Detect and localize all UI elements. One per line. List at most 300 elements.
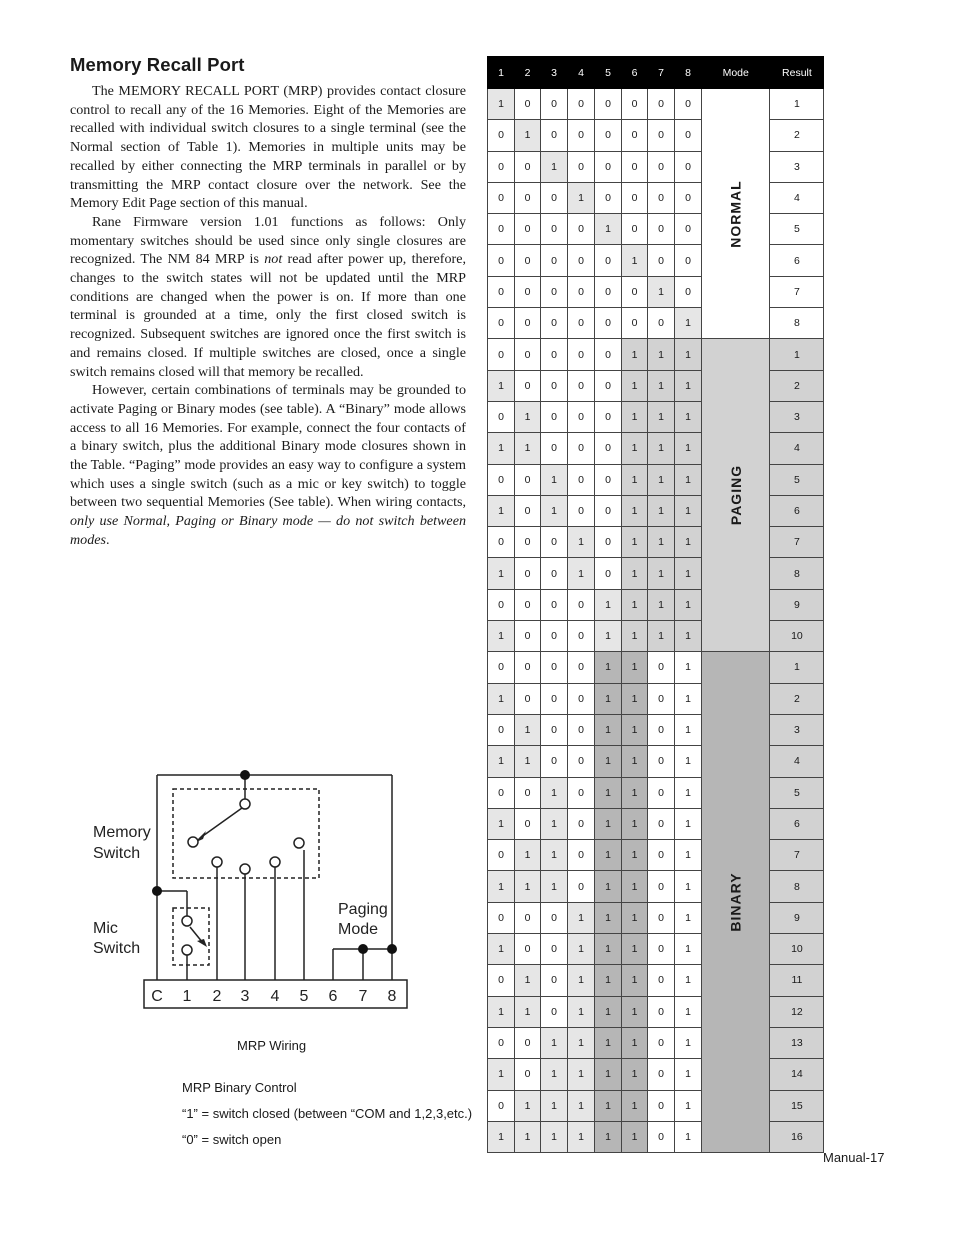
table-cell: 1: [622, 840, 648, 871]
table-cell: 0: [488, 120, 515, 151]
table-cell: 1: [675, 621, 702, 652]
table-cell: 1: [541, 777, 568, 808]
table-row: [488, 683, 824, 714]
table-cell: 0: [648, 871, 675, 902]
table-cell: 0: [488, 965, 515, 996]
result-cell: 14: [770, 1059, 824, 1090]
table-cell: 1: [675, 339, 702, 370]
table-cell: 0: [648, 840, 675, 871]
table-cell: 0: [488, 527, 515, 558]
table-cell: 0: [648, 151, 675, 182]
table-row: [488, 276, 824, 307]
table-cell: 1: [541, 151, 568, 182]
table-cell: 0: [541, 182, 568, 213]
result-cell: 8: [770, 558, 824, 589]
table-cell: 1: [675, 464, 702, 495]
table-cell: 0: [648, 308, 675, 339]
table-cell: 0: [595, 558, 622, 589]
mode-cell: [702, 339, 770, 652]
table-cell: 1: [622, 245, 648, 276]
table-cell: 0: [568, 652, 595, 683]
table-cell: 0: [488, 182, 515, 213]
table-cell: 1: [622, 1059, 648, 1090]
table-cell: 1: [622, 433, 648, 464]
result-cell: 9: [770, 589, 824, 620]
result-cell: 9: [770, 902, 824, 933]
table-row: [488, 652, 824, 683]
paragraph-text: .: [106, 531, 110, 548]
terminal-label: 3: [240, 988, 250, 1005]
table-cell: 1: [622, 339, 648, 370]
table-cell: 1: [675, 558, 702, 589]
table-cell: 0: [595, 527, 622, 558]
mode-cell: [702, 652, 770, 1153]
table-cell: 1: [595, 652, 622, 683]
table-cell: 0: [515, 182, 541, 213]
result-cell: 8: [770, 308, 824, 339]
table-row: [488, 89, 824, 120]
table-cell: 0: [541, 276, 568, 307]
table-cell: 0: [648, 714, 675, 745]
table-cell: 0: [541, 339, 568, 370]
table-cell: 0: [648, 120, 675, 151]
table-header-cell: 6: [622, 57, 648, 89]
table-cell: 0: [595, 339, 622, 370]
table-cell: 1: [675, 902, 702, 933]
result-cell: 2: [770, 120, 824, 151]
wiring-svg: [90, 765, 420, 1025]
table-cell: 0: [595, 464, 622, 495]
table-cell: 1: [568, 902, 595, 933]
result-cell: 6: [770, 808, 824, 839]
table-cell: 0: [568, 589, 595, 620]
result-cell: 12: [770, 996, 824, 1027]
table-cell: 1: [568, 1059, 595, 1090]
table-cell: 1: [675, 589, 702, 620]
table-cell: 1: [622, 1090, 648, 1121]
table-cell: 1: [488, 1059, 515, 1090]
table-cell: 0: [648, 1027, 675, 1058]
table-cell: 0: [648, 1059, 675, 1090]
table-cell: 0: [595, 151, 622, 182]
table-cell: 0: [675, 151, 702, 182]
result-cell: 3: [770, 151, 824, 182]
table-cell: 0: [515, 934, 541, 965]
table-cell: 1: [568, 182, 595, 213]
table-cell: 0: [488, 714, 515, 745]
table-cell: 0: [675, 214, 702, 245]
table-cell: 0: [515, 308, 541, 339]
table-cell: 0: [648, 182, 675, 213]
table-cell: 1: [488, 370, 515, 401]
table-row: [488, 965, 824, 996]
terminal-label: C: [151, 988, 163, 1005]
table-cell: 0: [622, 89, 648, 120]
mrp-table-container: [487, 56, 824, 1153]
table-cell: 1: [648, 621, 675, 652]
table-row: [488, 714, 824, 745]
table-row: [488, 120, 824, 151]
table-cell: 1: [622, 808, 648, 839]
mrp-wiring-diagram: [90, 765, 420, 1030]
terminal-label: 7: [358, 988, 368, 1005]
table-row: [488, 871, 824, 902]
table-row: [488, 902, 824, 933]
table-cell: 1: [541, 464, 568, 495]
table-header-cell: 1: [488, 57, 515, 89]
result-cell: 1: [770, 339, 824, 370]
table-cell: 0: [541, 245, 568, 276]
table-cell: 1: [622, 965, 648, 996]
table-row: [488, 433, 824, 464]
table-row: [488, 495, 824, 526]
table-cell: 0: [622, 151, 648, 182]
table-cell: 1: [595, 965, 622, 996]
result-cell: 7: [770, 527, 824, 558]
table-cell: 1: [648, 433, 675, 464]
table-cell: 0: [515, 464, 541, 495]
result-cell: 4: [770, 433, 824, 464]
table-body: [488, 89, 824, 1153]
body-text: [70, 82, 466, 550]
table-cell: 0: [648, 777, 675, 808]
table-cell: 1: [648, 339, 675, 370]
table-cell: 0: [622, 276, 648, 307]
table-cell: 0: [515, 652, 541, 683]
table-cell: 0: [488, 151, 515, 182]
body-paragraph: [70, 213, 466, 381]
table-row: [488, 464, 824, 495]
table-header-row: [488, 57, 824, 89]
table-cell: 1: [648, 527, 675, 558]
table-cell: 1: [488, 746, 515, 777]
table-cell: 1: [595, 1090, 622, 1121]
table-cell: 0: [568, 151, 595, 182]
table-cell: 1: [622, 621, 648, 652]
table-cell: 0: [488, 214, 515, 245]
table-row: [488, 339, 824, 370]
table-header-cell: 5: [595, 57, 622, 89]
table-cell: 1: [675, 1027, 702, 1058]
table-cell: 1: [675, 495, 702, 526]
table-cell: 0: [541, 401, 568, 432]
result-cell: 5: [770, 214, 824, 245]
table-cell: 1: [622, 558, 648, 589]
table-cell: 0: [622, 120, 648, 151]
table-cell: 0: [568, 871, 595, 902]
result-cell: 3: [770, 714, 824, 745]
table-cell: 1: [622, 714, 648, 745]
table-cell: 0: [568, 433, 595, 464]
table-cell: 1: [515, 996, 541, 1027]
table-row: [488, 1121, 824, 1152]
table-cell: 1: [675, 871, 702, 902]
table-cell: 0: [675, 120, 702, 151]
table-cell: 0: [568, 308, 595, 339]
table-row: [488, 808, 824, 839]
table-cell: 0: [568, 401, 595, 432]
table-cell: 1: [515, 1090, 541, 1121]
table-cell: 1: [622, 746, 648, 777]
table-cell: 1: [488, 996, 515, 1027]
table-cell: 0: [541, 214, 568, 245]
table-cell: 1: [568, 965, 595, 996]
terminal-label: 5: [299, 988, 309, 1005]
table-cell: 0: [595, 276, 622, 307]
table-row: [488, 214, 824, 245]
table-cell: 1: [675, 777, 702, 808]
table-cell: 1: [595, 808, 622, 839]
table-cell: 0: [541, 621, 568, 652]
table-cell: 0: [488, 1027, 515, 1058]
table-cell: 1: [675, 934, 702, 965]
table-cell: 0: [595, 308, 622, 339]
table-cell: 1: [675, 746, 702, 777]
result-cell: 4: [770, 182, 824, 213]
table-cell: 0: [488, 464, 515, 495]
table-cell: 1: [622, 464, 648, 495]
result-cell: 16: [770, 1121, 824, 1152]
table-row: [488, 746, 824, 777]
table-cell: 1: [675, 401, 702, 432]
table-cell: 1: [675, 808, 702, 839]
table-cell: 0: [568, 464, 595, 495]
table-cell: 0: [541, 902, 568, 933]
table-row: [488, 558, 824, 589]
result-cell: 2: [770, 370, 824, 401]
paging-mode-label-1: Paging: [338, 901, 388, 918]
result-cell: 1: [770, 652, 824, 683]
table-cell: 0: [488, 840, 515, 871]
table-cell: 1: [568, 527, 595, 558]
result-cell: 6: [770, 495, 824, 526]
table-cell: 0: [515, 902, 541, 933]
table-cell: 1: [595, 589, 622, 620]
table-cell: 1: [622, 1121, 648, 1152]
table-row: [488, 777, 824, 808]
table-cell: 0: [488, 401, 515, 432]
table-cell: 1: [541, 1121, 568, 1152]
table-cell: 0: [648, 89, 675, 120]
table-cell: 0: [622, 182, 648, 213]
table-cell: 1: [595, 746, 622, 777]
table-cell: 1: [675, 1059, 702, 1090]
table-cell: 1: [595, 871, 622, 902]
table-cell: 1: [622, 401, 648, 432]
table-cell: 1: [675, 1121, 702, 1152]
result-cell: 7: [770, 840, 824, 871]
table-cell: 0: [568, 621, 595, 652]
table-cell: 1: [648, 589, 675, 620]
table-cell: 0: [595, 89, 622, 120]
table-cell: 0: [568, 339, 595, 370]
mrp-truth-table: [487, 56, 824, 1153]
table-cell: 1: [488, 558, 515, 589]
result-cell: 5: [770, 464, 824, 495]
table-cell: 0: [568, 245, 595, 276]
mode-label: PAGING: [727, 465, 744, 526]
mode-label: BINARY: [727, 872, 744, 932]
mic-switch-arrowhead: [197, 939, 207, 947]
table-cell: 0: [515, 214, 541, 245]
body-paragraph: [70, 82, 466, 213]
table-cell: 0: [648, 965, 675, 996]
emphasis-text: only use Normal, Paging or Binary mode — do not switch between modes: [70, 513, 466, 548]
table-row: [488, 996, 824, 1027]
table-cell: 1: [488, 871, 515, 902]
table-cell: 1: [595, 683, 622, 714]
table-cell: 0: [541, 527, 568, 558]
table-cell: 1: [648, 464, 675, 495]
table-cell: 1: [595, 840, 622, 871]
table-cell: 0: [568, 370, 595, 401]
table-cell: 1: [648, 401, 675, 432]
body-paragraph: [70, 381, 466, 549]
table-cell: 0: [568, 840, 595, 871]
table-header-cell: Mode: [702, 57, 770, 89]
table-cell: 1: [648, 495, 675, 526]
table-cell: 1: [622, 370, 648, 401]
table-cell: 1: [675, 840, 702, 871]
table-cell: 1: [622, 527, 648, 558]
table-cell: 1: [622, 871, 648, 902]
table-header-cell: 7: [648, 57, 675, 89]
table-cell: 0: [541, 89, 568, 120]
table-cell: 0: [488, 777, 515, 808]
result-cell: 6: [770, 245, 824, 276]
table-cell: 0: [568, 746, 595, 777]
table-cell: 0: [595, 370, 622, 401]
table-cell: 1: [541, 495, 568, 526]
table-cell: 1: [622, 902, 648, 933]
table-cell: 0: [515, 495, 541, 526]
table-cell: 1: [622, 652, 648, 683]
table-cell: 1: [515, 1121, 541, 1152]
table-cell: 0: [568, 683, 595, 714]
result-cell: 10: [770, 621, 824, 652]
table-cell: 1: [568, 934, 595, 965]
table-cell: 1: [488, 808, 515, 839]
page-number: Manual-17: [823, 1150, 885, 1165]
memory-switch-label-1: Memory: [93, 824, 151, 841]
table-cell: 0: [515, 683, 541, 714]
table-cell: 0: [675, 245, 702, 276]
terminal-label: 1: [182, 988, 192, 1005]
table-cell: 1: [648, 370, 675, 401]
table-cell: 0: [595, 401, 622, 432]
table-cell: 1: [595, 902, 622, 933]
table-cell: 0: [622, 308, 648, 339]
table-cell: 1: [488, 433, 515, 464]
table-cell: 1: [595, 777, 622, 808]
table-cell: 1: [622, 934, 648, 965]
result-cell: 15: [770, 1090, 824, 1121]
table-cell: 0: [648, 245, 675, 276]
table-cell: 0: [515, 276, 541, 307]
table-cell: 0: [648, 683, 675, 714]
table-cell: 0: [488, 308, 515, 339]
mic-switch-label-2: Switch: [93, 940, 141, 957]
table-cell: 0: [541, 714, 568, 745]
result-cell: 2: [770, 683, 824, 714]
table-cell: 1: [568, 1090, 595, 1121]
table-cell: 0: [541, 308, 568, 339]
table-cell: 0: [648, 652, 675, 683]
mode-label: NORMAL: [727, 179, 744, 248]
table-header-cell: 4: [568, 57, 595, 89]
table-cell: 0: [648, 1121, 675, 1152]
table-cell: 0: [515, 527, 541, 558]
table-cell: 1: [648, 276, 675, 307]
mode-cell: [702, 89, 770, 339]
table-row: [488, 589, 824, 620]
table-cell: 1: [515, 714, 541, 745]
table-cell: 1: [488, 621, 515, 652]
table-cell: 1: [622, 1027, 648, 1058]
table-header-cell: 8: [675, 57, 702, 89]
result-cell: 13: [770, 1027, 824, 1058]
mic-switch-label-1: Mic: [93, 920, 118, 937]
binary-control-legend: [182, 1075, 472, 1153]
table-row: [488, 1090, 824, 1121]
table-cell: 0: [648, 934, 675, 965]
table-cell: 0: [488, 1090, 515, 1121]
table-cell: 1: [541, 808, 568, 839]
table-cell: 0: [568, 89, 595, 120]
table-cell: 1: [568, 1027, 595, 1058]
table-cell: 1: [675, 996, 702, 1027]
table-cell: 1: [595, 1059, 622, 1090]
table-cell: 0: [515, 339, 541, 370]
table-cell: 0: [648, 996, 675, 1027]
table-cell: 1: [488, 89, 515, 120]
table-cell: 0: [541, 965, 568, 996]
table-cell: 1: [675, 652, 702, 683]
result-cell: 7: [770, 276, 824, 307]
table-cell: 1: [488, 1121, 515, 1152]
table-row: [488, 308, 824, 339]
table-cell: 0: [515, 370, 541, 401]
table-cell: 0: [515, 1027, 541, 1058]
table-cell: 0: [515, 151, 541, 182]
table-cell: 1: [675, 1090, 702, 1121]
table-cell: 0: [488, 902, 515, 933]
table-cell: 0: [675, 276, 702, 307]
table-row: [488, 621, 824, 652]
table-cell: 1: [675, 714, 702, 745]
table-cell: 1: [515, 965, 541, 996]
section-title: Memory Recall Port: [70, 54, 245, 75]
table-cell: 1: [595, 1027, 622, 1058]
table-cell: 0: [515, 589, 541, 620]
table-cell: 1: [515, 840, 541, 871]
table-cell: 1: [515, 401, 541, 432]
result-cell: 4: [770, 746, 824, 777]
table-cell: 0: [595, 120, 622, 151]
table-cell: 1: [541, 1027, 568, 1058]
terminal-label: 6: [328, 988, 338, 1005]
binary-control-line-1: “1” = switch closed (between “COM and 1,2,3,etc.): [182, 1106, 473, 1121]
table-cell: 0: [541, 996, 568, 1027]
table-cell: 1: [515, 120, 541, 151]
table-row: [488, 401, 824, 432]
table-cell: 0: [488, 245, 515, 276]
table-cell: 1: [595, 714, 622, 745]
table-cell: 1: [675, 527, 702, 558]
table-cell: 0: [541, 746, 568, 777]
table-cell: 1: [488, 495, 515, 526]
table-cell: 0: [541, 683, 568, 714]
